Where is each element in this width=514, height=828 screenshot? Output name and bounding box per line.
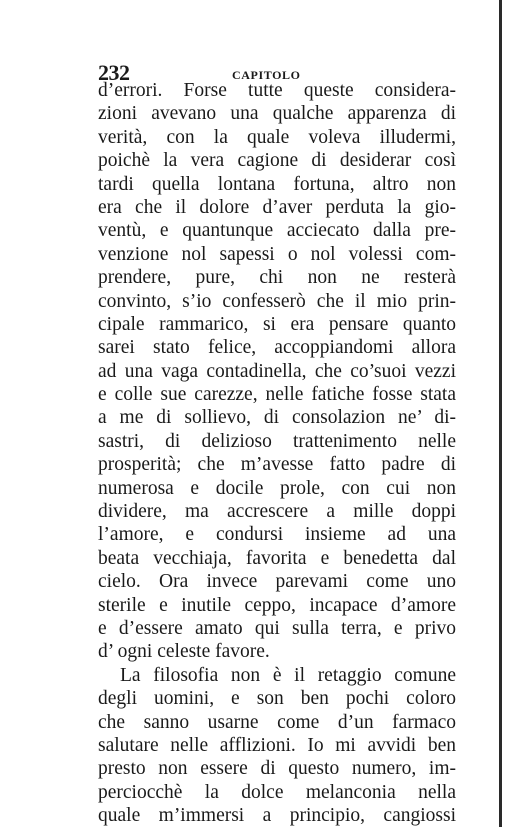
- text-line: venzione nol sapessi o nol volessi com-: [98, 243, 456, 265]
- text-line: La filosofia non è il retaggio comune: [120, 664, 456, 686]
- text-line: che sanno usarne come d’un farmaco: [98, 711, 456, 733]
- running-head: CAPITOLO: [232, 68, 301, 82]
- text-line: cielo. Ora invece parevami come uno: [98, 571, 456, 593]
- text-line: a me di sollievo, di consolazion ne’ di-: [98, 407, 456, 429]
- text-line: d’errori. Forse tutte queste considera-: [98, 80, 456, 101]
- text-line: salutare nelle afflizioni. Io mi avvidi ben: [98, 734, 456, 756]
- text-line: ad una vaga contadinella, che co’suoi vezzi: [98, 360, 456, 382]
- text-line: convinto, s’io confesserò che il mio prin-: [98, 290, 456, 312]
- text-line: prosperità; che m’avesse fatto padre di: [98, 454, 456, 476]
- page-edge-line: [499, 0, 502, 827]
- text-line: degli uomini, e son ben pochi coloro: [98, 688, 456, 710]
- text-line: poichè la vera cagione di desiderar così: [98, 150, 456, 172]
- text-line: ventù, e quantunque acciecato dalla pre-: [98, 220, 456, 242]
- text-line: sterile e inutile ceppo, incapace d’amore: [98, 594, 456, 616]
- text-line: numerosa e docile prole, con cui non: [98, 477, 456, 499]
- page-number: 232: [98, 60, 130, 85]
- text-line: prendere, pure, chi non ne resterà: [98, 267, 456, 289]
- text-line: presto non essere di questo numero, im-: [98, 758, 456, 780]
- text-line: tardi quella lontana fortuna, altro non: [98, 173, 456, 195]
- text-line: perciocchè la dolce melanconia nella: [98, 781, 456, 803]
- text-line: d’ ogni celeste favore.: [98, 641, 270, 663]
- text-line: sarei stato felice, accoppiandomi allora: [98, 337, 456, 359]
- body-text: [98, 79, 456, 828]
- text-line: sastri, di delizioso trattenimento nelle: [98, 430, 456, 452]
- text-line: verità, con la quale voleva illudermi,: [98, 126, 456, 148]
- text-line: e colle sue carezze, nelle fatiche fosse stata: [98, 384, 456, 406]
- text-line: era che il dolore d’aver perduta la gio-: [98, 196, 456, 218]
- text-line: beata vecchiaja, favorita e benedetta dal: [98, 547, 456, 569]
- text-line: l’amore, e condursi insieme ad una: [98, 524, 456, 546]
- text-line: dividere, ma accrescere a mille doppi: [98, 501, 456, 523]
- text-line: zioni avevano una qualche apparenza di: [98, 103, 456, 125]
- text-line: e d’essere amato qui sulla terra, e privo: [98, 617, 456, 639]
- text-line: quale m’immersi a principio, cangiossi: [98, 805, 456, 827]
- text-line: cipale rammarico, si era pensare quanto: [98, 313, 456, 335]
